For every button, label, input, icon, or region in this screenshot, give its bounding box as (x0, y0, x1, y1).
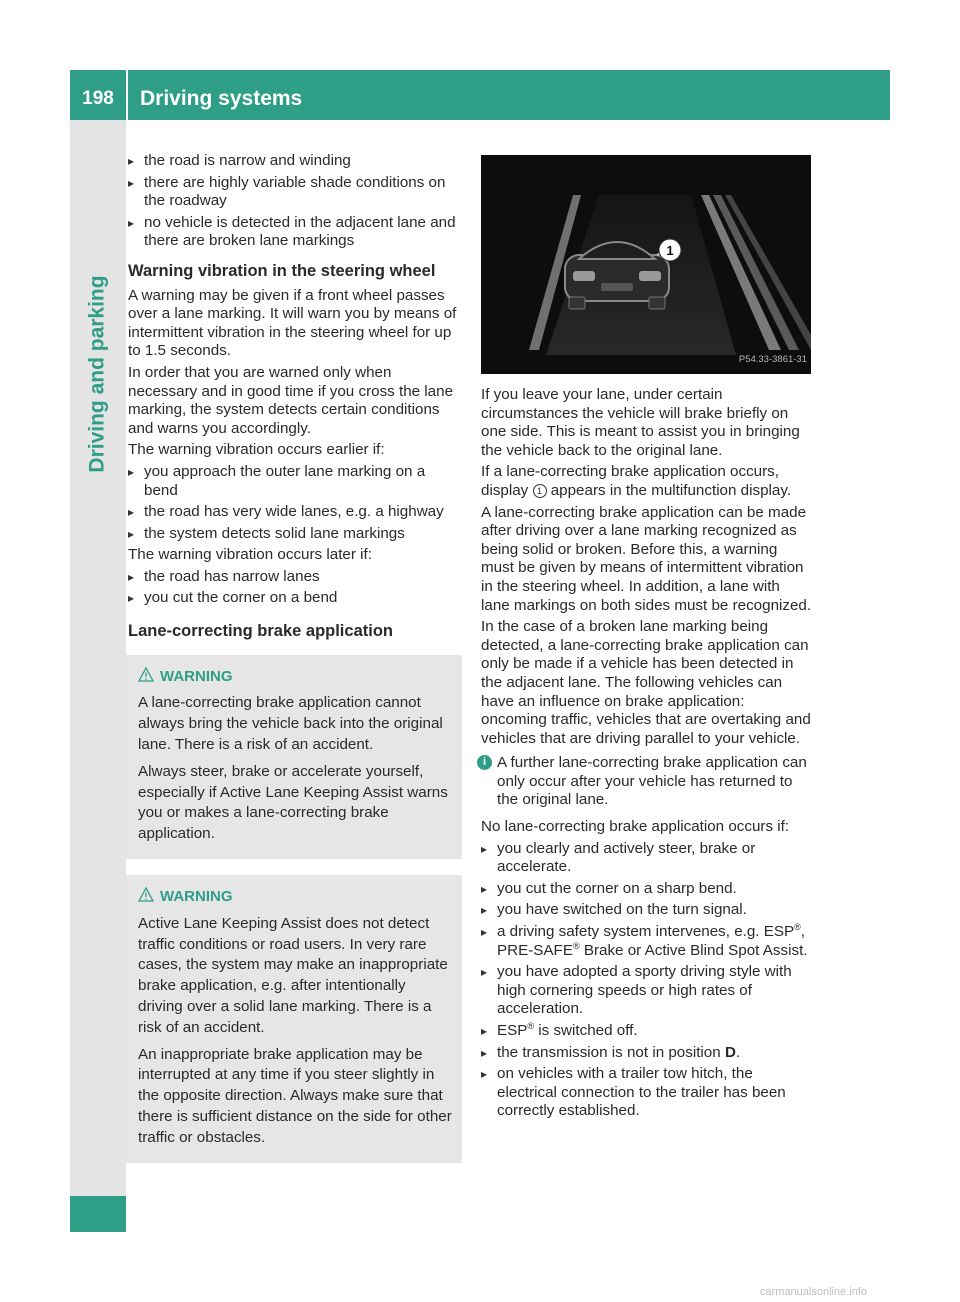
chapter-marker (70, 1196, 126, 1232)
warning-triangle-icon (138, 887, 154, 902)
figure-callout-number: 1 (666, 243, 674, 258)
lane-car-illustration (481, 155, 811, 374)
paragraph: The warning vibration occurs earlier if: (128, 441, 385, 459)
paragraph-text: appears in the multifunction display. (546, 481, 792, 499)
left-column (128, 152, 460, 1177)
registered-mark: ® (527, 1020, 535, 1031)
figure-code: P54.33-3861-31 (738, 354, 807, 366)
warning-triangle-icon (138, 667, 154, 682)
list-text: the transmission is not in position (497, 1043, 725, 1061)
info-icon: i (477, 755, 492, 770)
list-item: ▸ you clearly and actively steer, brake or accelerate. (481, 840, 812, 877)
list-item (481, 923, 812, 960)
gear-position: D (724, 1043, 736, 1061)
list-item: ▸ the road is narrow and winding (128, 152, 460, 171)
list-item: ▸ you have adopted a sporty driving style with high cornering speeds or high rates of acceleration. (481, 963, 812, 1019)
chapter-side-label: Driving and parking (85, 275, 109, 473)
warning-text: Always steer, brake or accelerate yourself, especially if Active Lane Keeping Assist warns you or makes a lane-correcting brake application. (138, 762, 448, 843)
warning-heading (138, 887, 452, 908)
list-item: ▸ no vehicle is detected in the adjacent lane and there are broken lane markings (128, 214, 460, 251)
list-item: ▸ on vehicles with a trailer tow hitch, the electrical connection to the trailer has been correctly established. (481, 1065, 812, 1121)
right-column (481, 386, 812, 1124)
paragraph: If you leave your lane, under certain circumstances the vehicle will brake briefly on one side. This is meant to assist you in bringing the vehicle back to the original lane. (481, 386, 800, 459)
lane-assist-display-figure (481, 155, 811, 374)
list-item: ▸ the system detects solid lane markings (128, 525, 460, 544)
paragraph: The warning vibration occurs later if: (128, 546, 372, 564)
paragraph (481, 463, 812, 500)
heading-warning-vibration: Warning vibration in the steering wheel (128, 261, 436, 280)
list-item: ▸ you approach the outer lane marking on a bend (128, 463, 460, 500)
list-item: ▸ there are highly variable shade conditions on the roadway (128, 174, 460, 211)
display-callout-icon: 1 (533, 484, 547, 498)
list-item: ▸ the road has very wide lanes, e.g. a highway (128, 503, 460, 522)
list-item (481, 1044, 812, 1063)
list-text: a driving safety system intervenes, e.g. ESP (497, 923, 795, 941)
paragraph: A lane-correcting brake application can be made after driving over a lane marking recognized as being solid or broken. Before this, a warning must be given by means of intermittent vibration in the steering wheel. In addition, a lane with lane markings on both sides must be recognized. (481, 503, 812, 614)
paragraph: A warning may be given if a front wheel passes over a lane marking. It will warn you by means of intermittent vibration in the steering wheel for up to 1.5 seconds. (128, 286, 457, 360)
warning-text: Active Lane Keeping Assist does not detect traffic conditions or road users. In very rare cases, the system may make an inappropriate brake application, e.g. after intentionally driving over a solid lane marking. There is a risk of an accident. (138, 914, 448, 1036)
list-item (481, 1022, 812, 1041)
list-item: ▸ you have switched on the turn signal. (481, 901, 812, 920)
site-watermark: carmanualsonline.info (760, 1286, 868, 1298)
section-title: Driving systems (140, 87, 303, 110)
paragraph-text: If a lane-correcting brake application occurs, display (481, 463, 779, 499)
list-text: , PRE-SAFE (497, 923, 806, 959)
warning-heading (138, 667, 452, 688)
heading-lane-correcting: Lane-correcting brake application (128, 622, 393, 641)
warning-text: A lane-correcting brake application cannot always bring the vehicle back into the original lane. There is a risk of an accident. (138, 694, 443, 754)
header-separator (126, 70, 128, 120)
info-note (481, 754, 812, 810)
registered-mark: ® (572, 940, 580, 951)
info-text: A further lane-correcting brake application can only occur after your vehicle has returned to the original lane. (497, 754, 807, 809)
list-item: ▸ the road has narrow lanes (128, 568, 460, 587)
paragraph: No lane-correcting brake application occurs if: (481, 818, 790, 836)
warning-label: WARNING (160, 888, 233, 906)
paragraph: In the case of a broken lane marking being detected, a lane-correcting brake application can only be made if a vehicle has been detected in the adjacent lane. The following vehicles can have an influence on brake application: oncoming traffic, vehicles that are overtaking and vehicles that are driving parallel to your vehicle. (481, 618, 811, 747)
warning-box (126, 655, 462, 859)
warning-box (126, 875, 462, 1163)
paragraph: In order that you are warned only when necessary and in good time if you cross the lane marking, the system detects certain conditions and warns you accordingly. (128, 363, 454, 437)
list-text: Brake or Active Blind Spot Assist. (579, 941, 808, 959)
list-item: ▸ you cut the corner on a bend (128, 589, 460, 608)
list-item: ▸ you cut the corner on a sharp bend. (481, 880, 812, 899)
list-text: ESP (497, 1022, 528, 1039)
registered-mark: ® (794, 921, 801, 932)
list-text: . (735, 1043, 741, 1061)
page-number: 198 (82, 88, 114, 109)
warning-label: WARNING (160, 667, 233, 685)
warning-text: An inappropriate brake application may be interrupted at any time if you steer slightly in the opposite direction. Always make sure that there is sufficient distance on the side for other traffic or obstacles. (138, 1045, 452, 1146)
list-text: is switched off. (534, 1022, 638, 1039)
